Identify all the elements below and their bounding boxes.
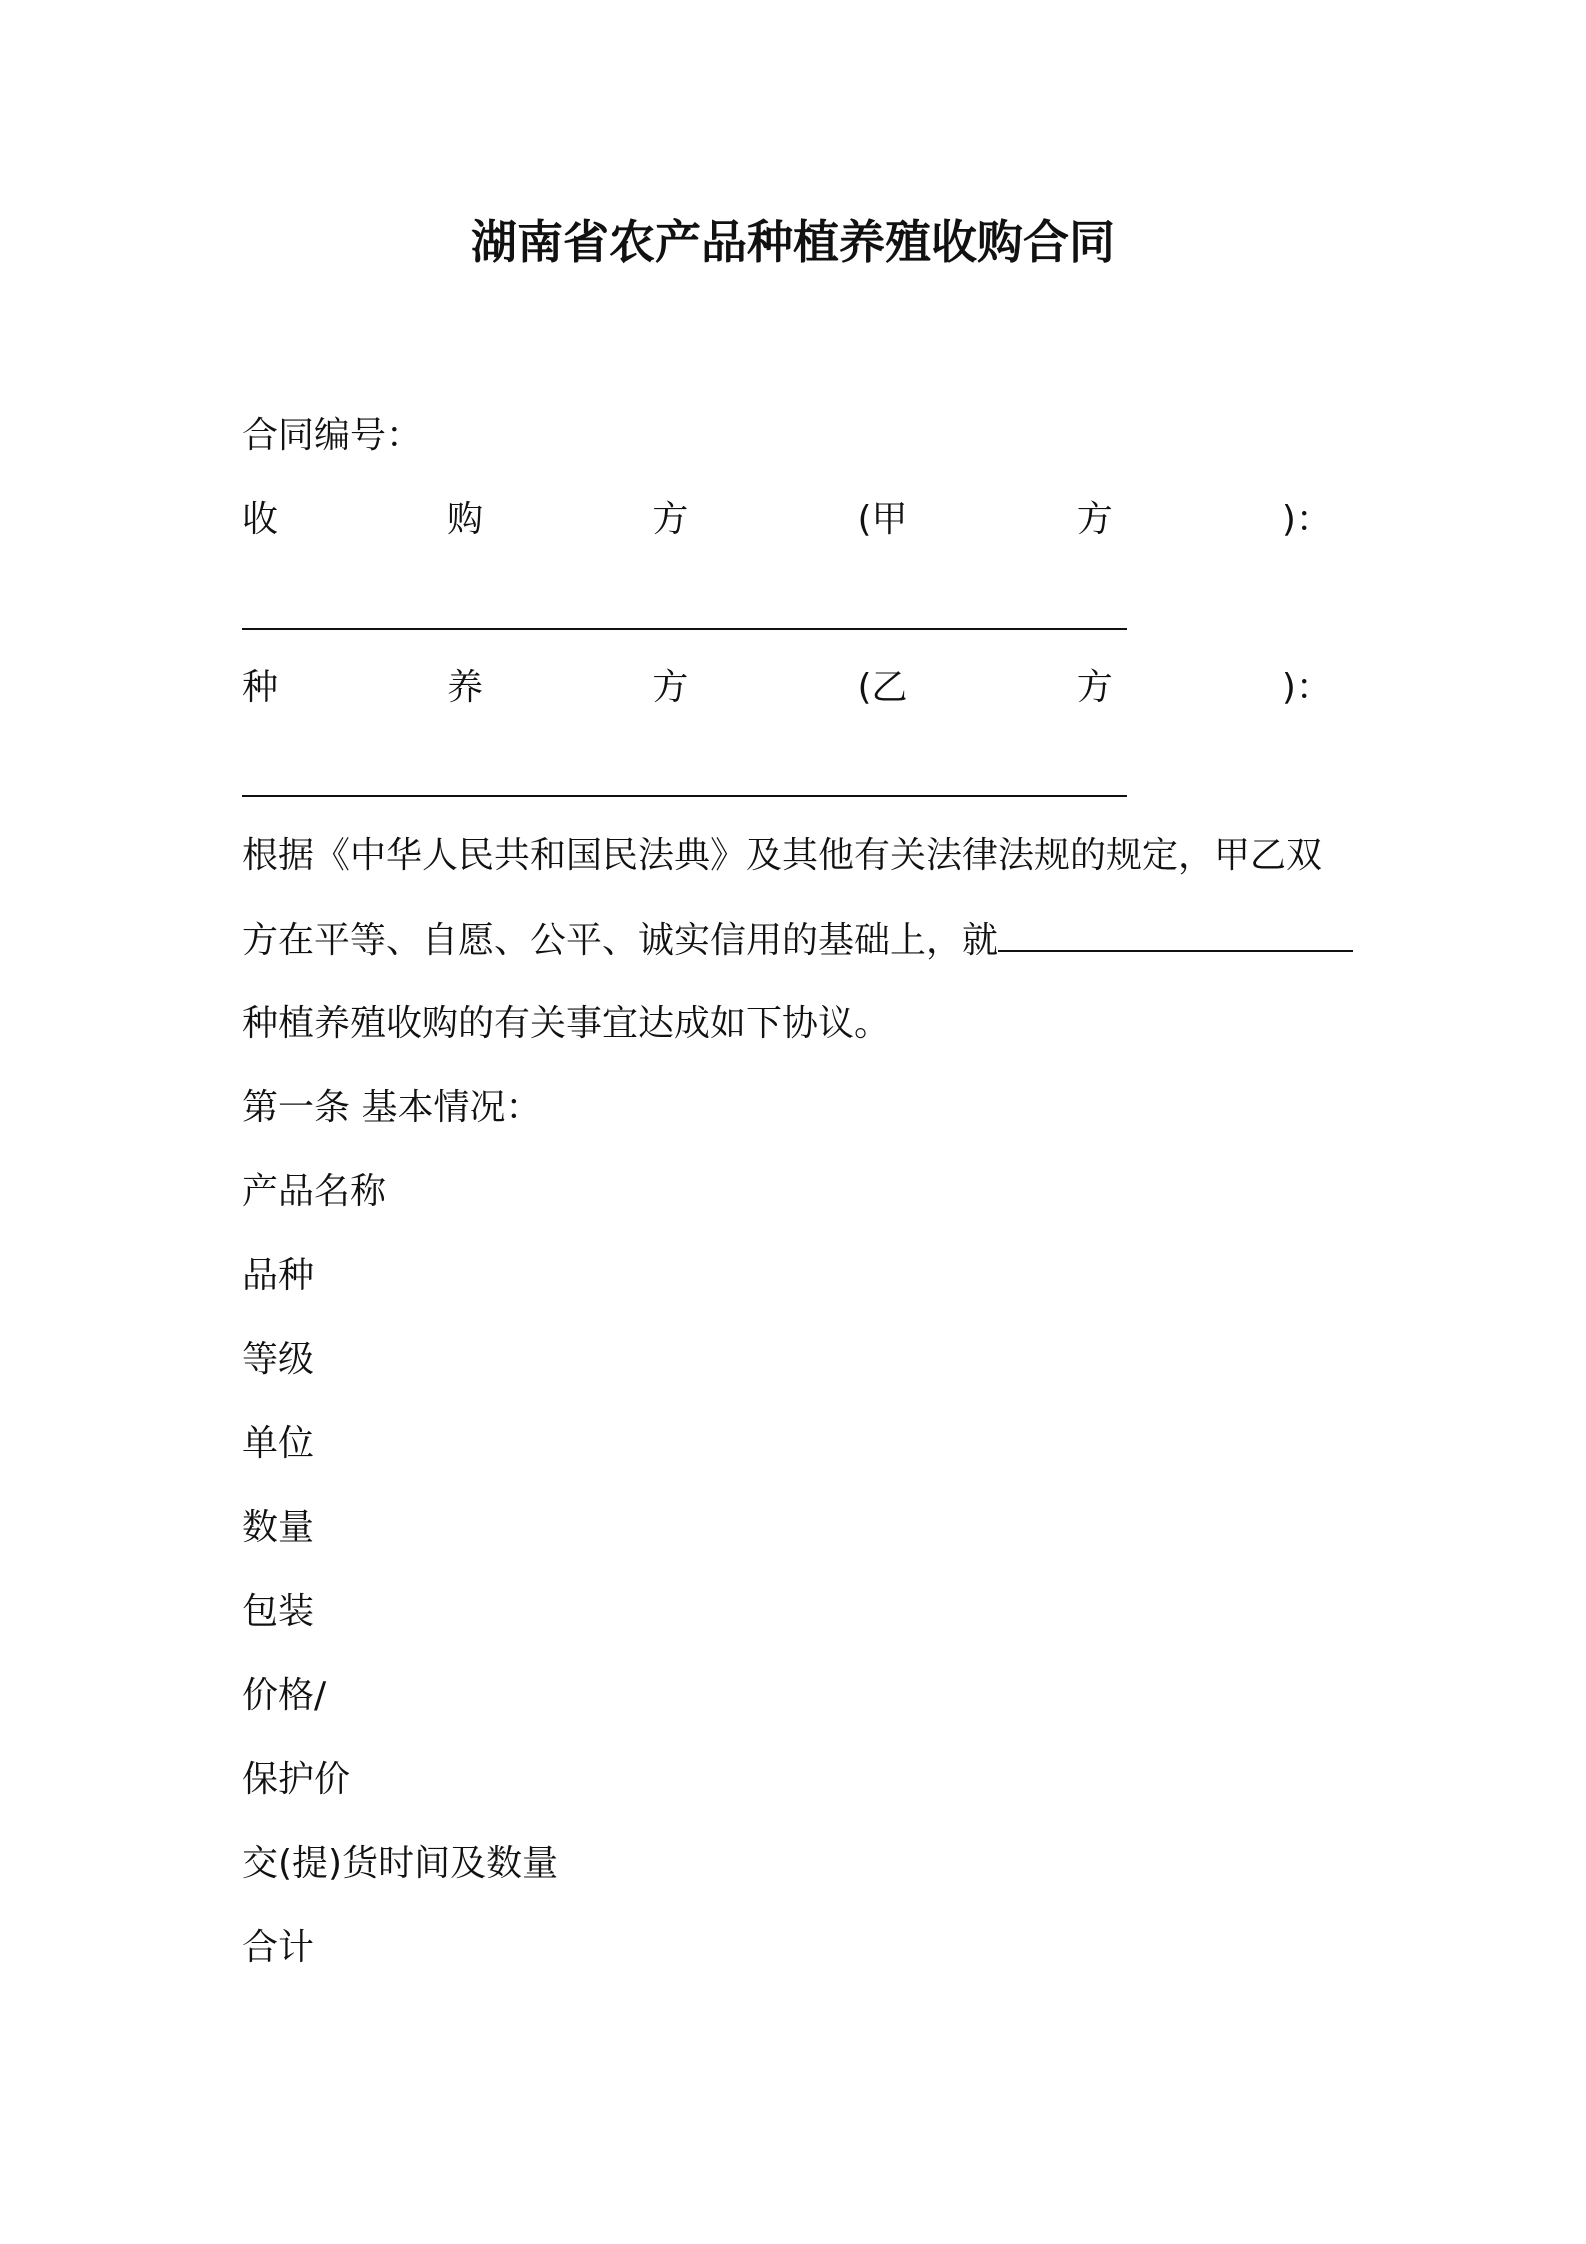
intro-line-3: 种植养殖收购的有关事宜达成如下协议。	[242, 1003, 891, 1044]
intro-line-2	[242, 916, 1353, 965]
party-b-char-1: 种	[242, 667, 279, 708]
product-blank-line	[998, 916, 1353, 952]
party-a-char-3: 方	[652, 499, 689, 540]
party-b-char-3: 方	[652, 667, 689, 708]
party-b-row	[242, 664, 1332, 712]
item-product-name: 产品名称	[242, 1171, 387, 1212]
item-unit: 单位	[242, 1423, 315, 1464]
party-a-char-4: (甲	[857, 499, 908, 540]
intro-line-1: 根据《中华人民共和国民法典》及其他有关法律法规的规定，甲乙双	[242, 835, 1323, 876]
party-b-blank-line	[242, 795, 1127, 797]
party-b-char-4: (乙	[857, 667, 908, 708]
party-a-char-2: 购	[447, 499, 484, 540]
item-price: 价格/	[242, 1675, 327, 1716]
party-a-row	[242, 496, 1332, 544]
party-a-char-1: 收	[242, 499, 279, 540]
party-b-char-2: 养	[447, 667, 484, 708]
item-variety: 品种	[242, 1255, 315, 1296]
document-title: 湖南省农产品种植养殖收购合同	[471, 215, 1115, 269]
party-a-char-5: 方	[1076, 499, 1113, 540]
party-a-char-6: )：	[1281, 499, 1332, 540]
contract-number-label: 合同编号：	[242, 415, 423, 456]
item-protection-price: 保护价	[242, 1759, 351, 1800]
item-grade: 等级	[242, 1339, 315, 1380]
party-a-blank-line	[242, 628, 1127, 630]
item-delivery-time: 交(提)货时间及数量	[242, 1843, 559, 1884]
item-total: 合计	[242, 1927, 315, 1968]
item-quantity: 数量	[242, 1507, 315, 1548]
item-packaging: 包装	[242, 1591, 315, 1632]
party-b-char-6: )：	[1281, 667, 1332, 708]
party-b-char-5: 方	[1076, 667, 1113, 708]
article-1-heading: 第一条 基本情况：	[242, 1087, 542, 1128]
intro-line-2-text: 方在平等、自愿、公平、诚实信用的基础上，就	[242, 920, 999, 961]
